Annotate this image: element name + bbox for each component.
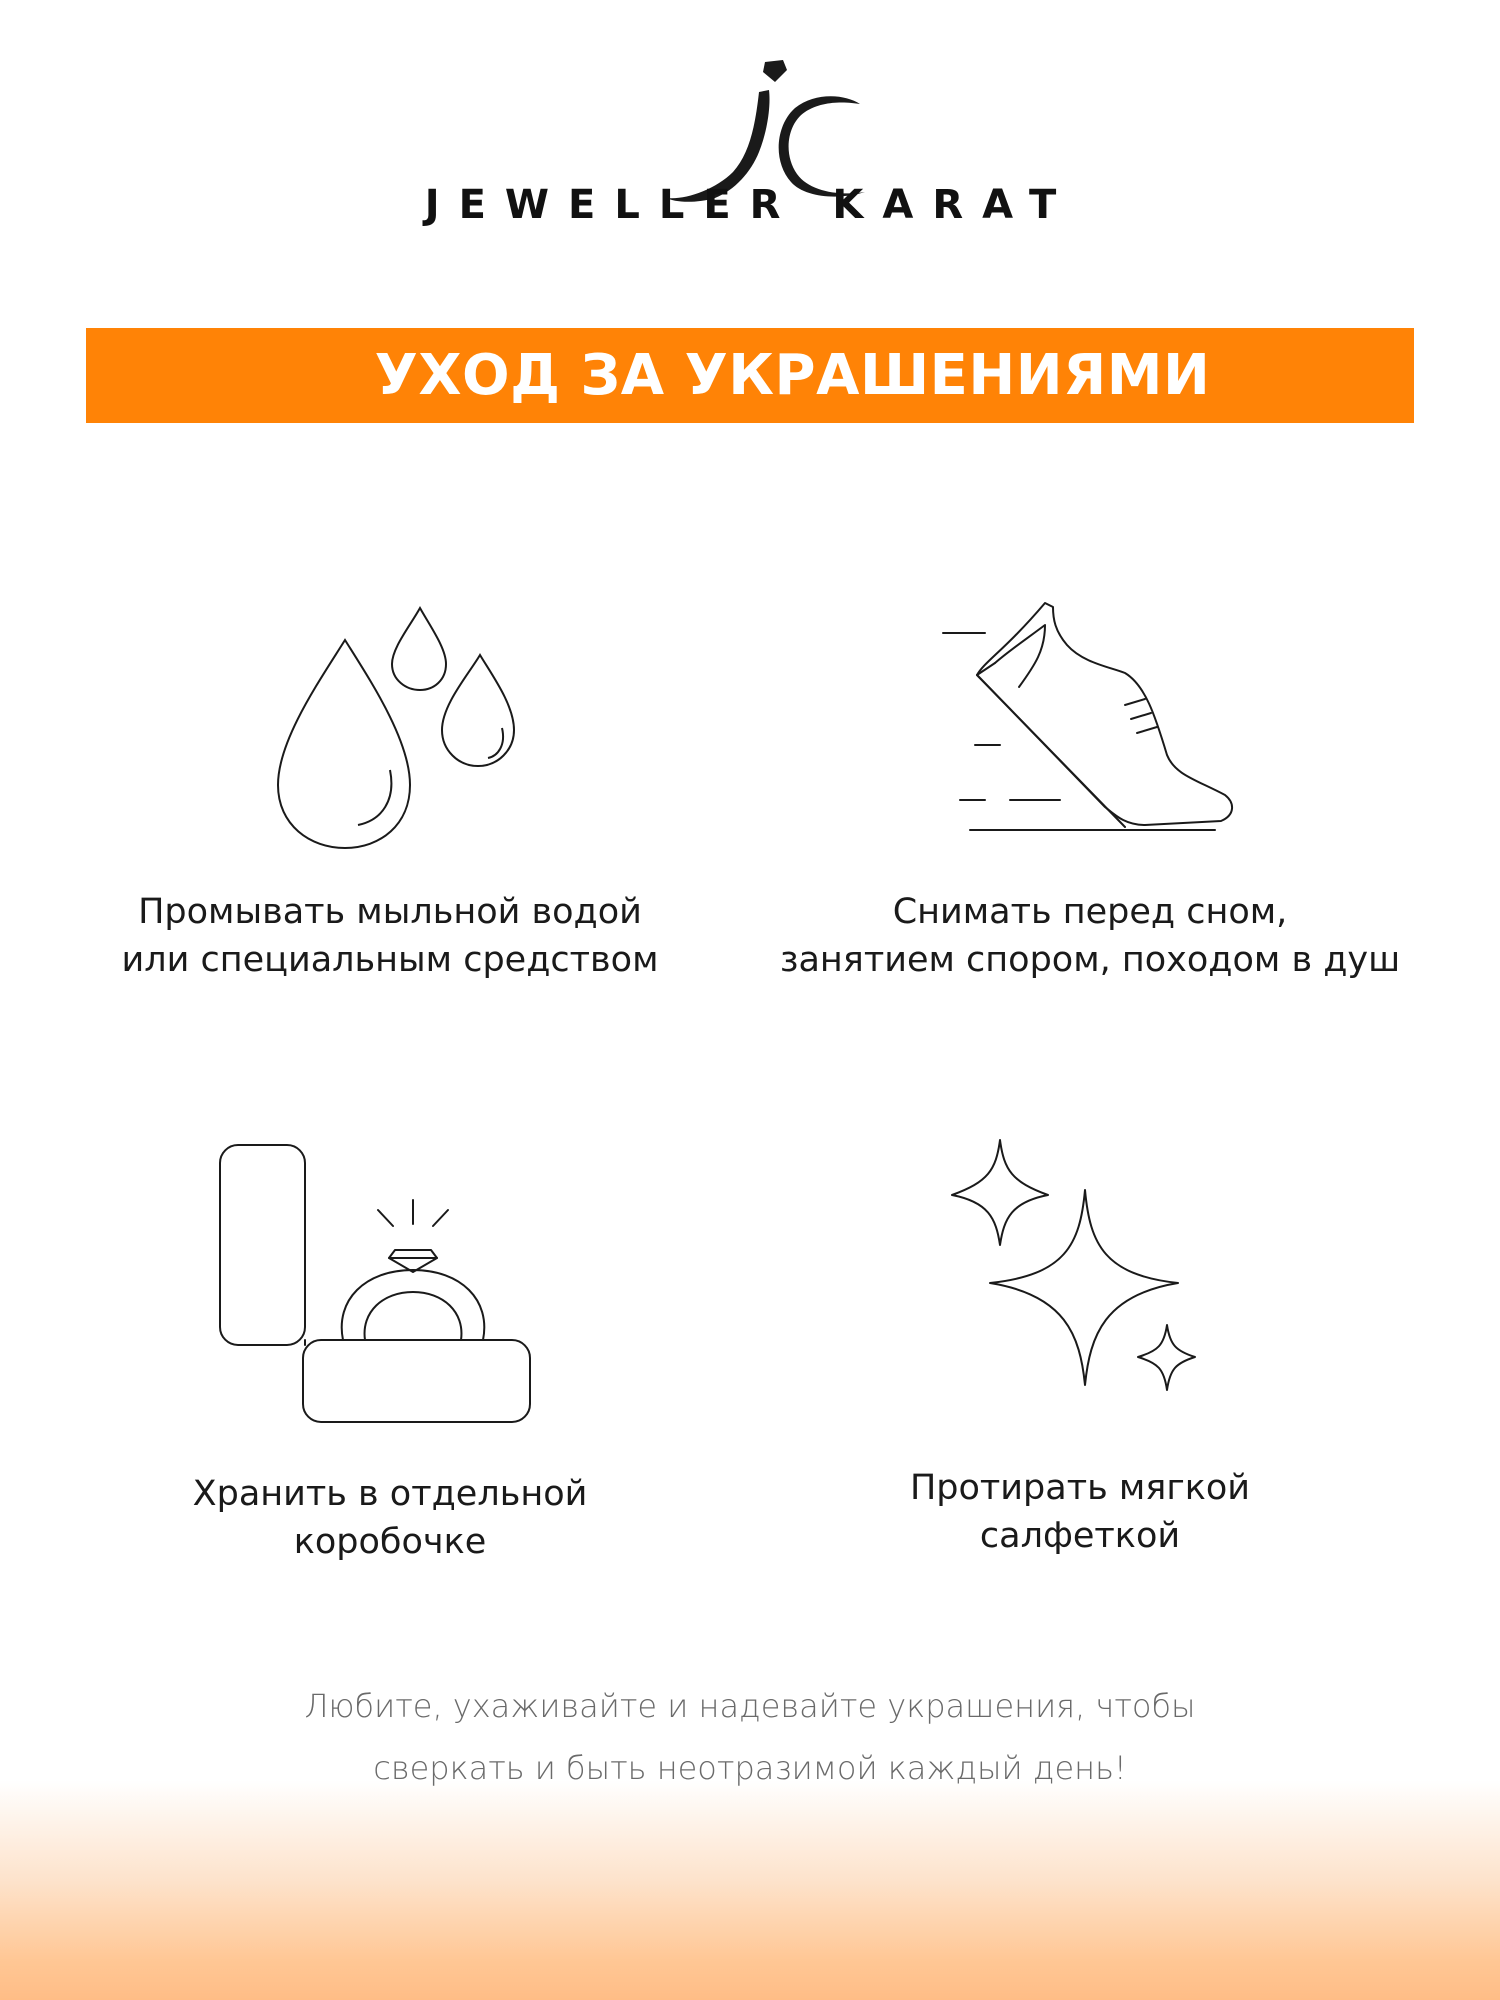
closing-message-line-1: Любите, ухаживайте и надевайте украшения, чтобы: [304, 1687, 1196, 1725]
tip-wipe-line-1: Протирать мягкой: [909, 1468, 1251, 1508]
tip-wash: [90, 888, 690, 984]
water-drops-icon: [270, 600, 540, 860]
tip-store-line-1: Хранить в отдельной: [192, 1474, 588, 1514]
closing-message-line-2: сверкать и быть неотразимой каждый день!: [373, 1749, 1127, 1787]
sparkles-icon: [940, 1135, 1210, 1405]
ring-box-icon: [215, 1140, 535, 1430]
tip-remove-line-1: Снимать перед сном,: [892, 892, 1288, 932]
tip-wipe: [810, 1464, 1350, 1560]
tip-store: [120, 1470, 660, 1566]
tip-remove-line-2: занятием спором, походом в душ: [779, 940, 1401, 980]
brand-name: JEWELLER KARAT: [424, 182, 1076, 228]
closing-message: [0, 1675, 1500, 1799]
tip-store-line-2: коробочке: [293, 1522, 487, 1562]
tip-wipe-line-2: салфеткой: [979, 1516, 1181, 1556]
brand-logo: [0, 50, 1500, 280]
running-shoe-icon: [935, 595, 1235, 840]
tip-wash-line-1: Промывать мыльной водой: [138, 892, 642, 932]
page-title: УХОД ЗА УКРАШЕНИЯМИ: [374, 343, 1211, 408]
title-banner: [86, 328, 1414, 423]
tip-remove: [740, 888, 1440, 984]
tip-wash-line-2: или специальным средством: [121, 940, 659, 980]
